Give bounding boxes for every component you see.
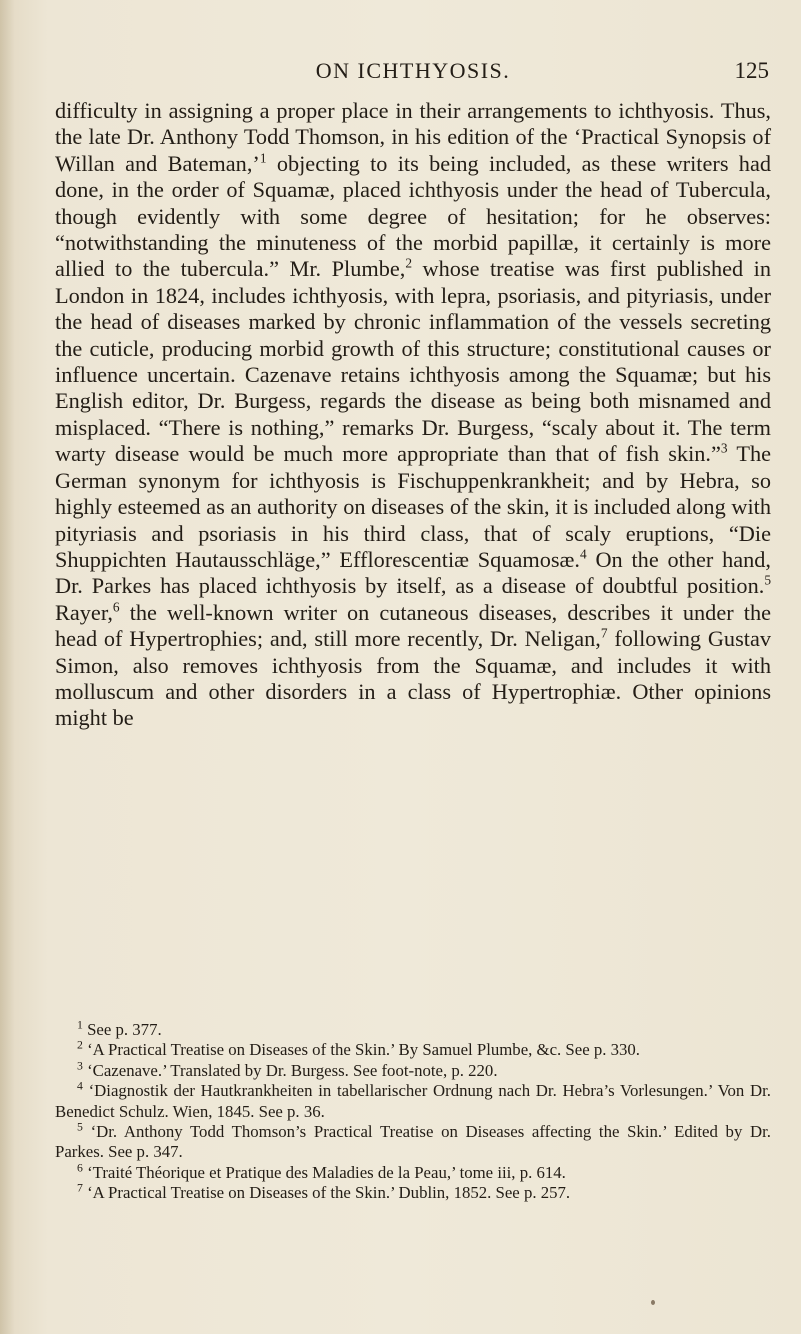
page-number: 125 [734,58,769,83]
footnote-number: 6 [77,1161,83,1175]
footnote-text: See p. 377. [87,1020,162,1039]
text-run: the well-known writer on cutaneous diseases, describes it under the head of Hypertrophies; and, still more recently, Dr. Neligan, [55,599,771,652]
text-run: following Gustav Simon, also removes ichthyosis from the Squamæ, and includes it with molluscum and other disorders in a class of Hypertrophiæ. Other opinions might be [55,626,771,731]
main-paragraph [55,98,771,732]
footnote [55,1020,771,1040]
footnote-number: 4 [77,1079,83,1093]
footnote [55,1183,771,1203]
footnote-text: ‘Diagnostik der Hautkrankheiten in tabellarischer Ordnung nach Dr. Hebra’s Vorlesungen.’ Von Dr. Benedict Schulz. Wien, 1845. See p. 36. [55,1081,771,1121]
footnote [55,1163,771,1183]
text-run: On the other hand, Dr. Parkes has placed ichthyosis by itself, as a disease of doubtful position. [55,546,771,599]
page-gutter-shadow [0,0,14,1334]
text-run: Rayer, [55,599,113,625]
footnote-text: ‘A Practical Treatise on Diseases of the Skin.’ Dublin, 1852. See p. 257. [87,1183,571,1203]
footnote-number: 3 [77,1059,83,1073]
footnotes [55,1020,771,1204]
footnote-number: 7 [77,1181,83,1195]
footnote-text: ‘Cazenave.’ Translated by Dr. Burgess. See foot-note, p. 220. [87,1060,498,1080]
footnote-number: 5 [77,1120,83,1134]
footnote-number: 2 [77,1038,83,1052]
footnote [55,1081,771,1122]
footnote-ref: 4 [580,546,587,562]
footnote-ref: 7 [600,625,608,641]
text-run: difficulty in assigning a proper place in their arrangements to ichthyosis. Thus, the late Dr. Anthony Todd Thomson, in his edition of the ‘Practical Synopsis of Willan and Bateman,’ [55,98,771,176]
footnote [55,1122,771,1163]
footnote [55,1040,771,1060]
footnote-ref: 2 [405,256,413,272]
footnote-text: ‘Traité Théorique et Pratique des Maladies de la Peau,’ tome iii, p. 614. [87,1162,566,1182]
text-run: objecting to its being included, as these writers had done, in the order of Squamæ, placed ichthyosis under the head of Tubercula, though evidently with some degree of hesitation; for he observes: “notwithstanding the minuteness of the morbid papillæ, it certainly is more allied to the tubercula.” Mr. Plumbe, [55,150,771,282]
text-run: whose treatise was first published in London in 1824, includes ichthyosis, with lepra, psoriasis, and pityriasis, under the head of diseases marked by chronic inflammation of the vessels secreting the cuticle, producing morbid growth of this structure; constitutional causes or influence uncertain. Cazenave retains ichthyosis among the Squamæ; but his English editor, Dr. Burgess, regards the disease as being both misnamed and misplaced. “There is nothing,” remarks Dr. Burgess, “scaly about it. The term warty disease would be much more appropriate than that of fish skin.” [55,256,771,467]
footnote-ref: 3 [720,440,728,456]
footnote-number: 1 [77,1018,83,1032]
footnote [55,1061,771,1081]
page-header [55,58,771,88]
footnote-ref: 1 [259,150,267,166]
body-text [55,98,771,732]
footnote-text: ‘Dr. Anthony Todd Thomson’s Practical Treatise on Diseases affecting the Skin.’ Edited by Dr. Parkes. See p. 347. [55,1122,771,1162]
footnote-ref: 6 [112,599,120,615]
footnote-text: ‘A Practical Treatise on Diseases of the Skin.’ By Samuel Plumbe, &c. See p. 330. [87,1040,641,1060]
running-head: ON ICHTHYOSIS. [315,58,511,83]
footnote-ref: 5 [764,572,771,588]
text-run: The German synonym for ichthyosis is Fischuppenkrankheit; and by Hebra, so highly esteemed as an authority on diseases of the skin, it is included along with pityriasis and psoriasis in his third class, that of scaly eruptions, “Die Shuppichten Hautausschläge,” Efflorescentiæ Squamosæ. [55,441,771,572]
ink-speck [651,1300,655,1305]
